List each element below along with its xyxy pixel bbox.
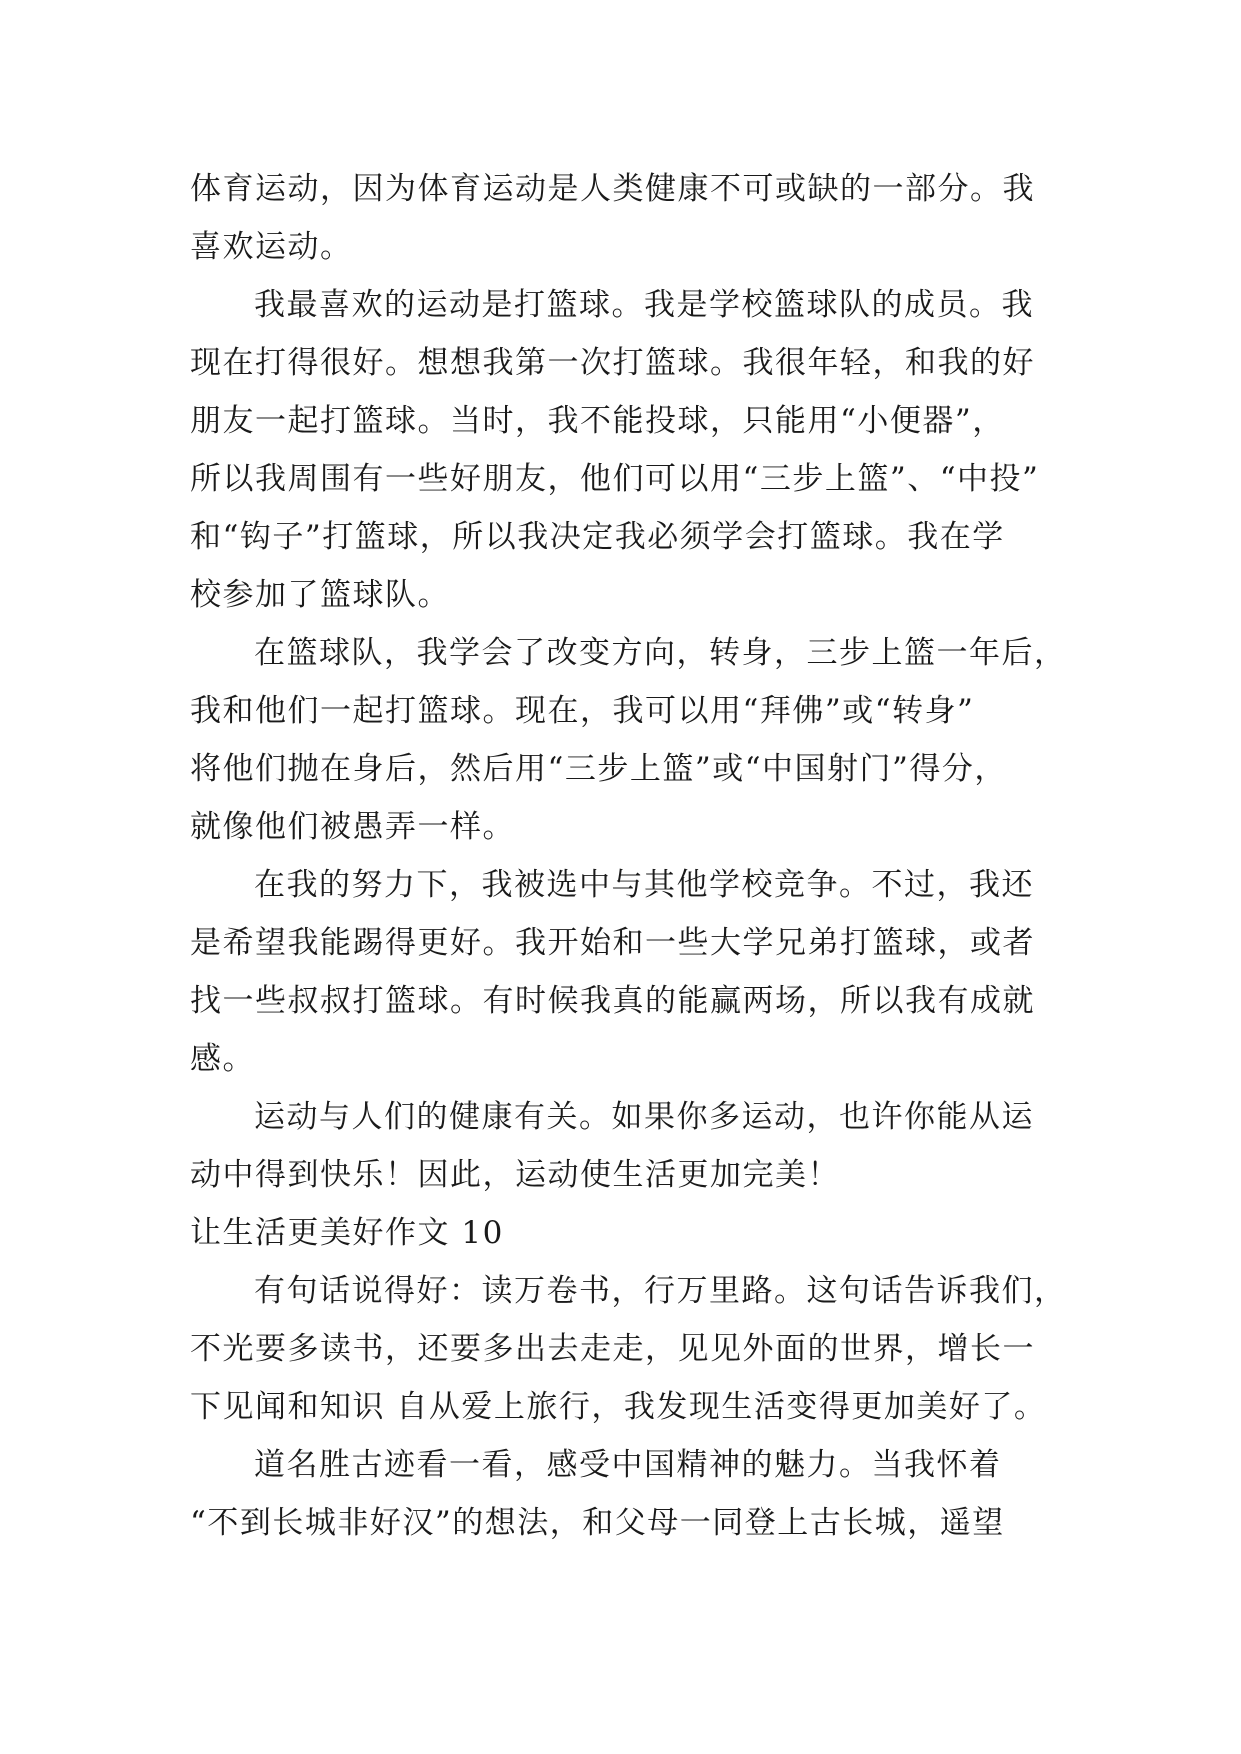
paragraph-line: 道名胜古迹看一看，感受中国精神的魅力。当我怀着 (254, 1447, 1002, 1483)
paragraph-line: 就像他们被愚弄一样。 (190, 809, 515, 845)
paragraph-line: 朋友一起打篮球。当时，我不能投球，只能用“小便器”， (190, 403, 1005, 439)
paragraph-line: “不到长城非好汉”的想法，和父母一同登上古长城，遥望 (190, 1505, 1005, 1541)
paragraph-line: 是希望我能踢得更好。我开始和一些大学兄弟打篮球，或者 (190, 925, 1035, 961)
paragraph-line: 喜欢运动。 (190, 229, 353, 265)
paragraph-line: 将他们抛在身后，然后用“三步上篮”或“中国射门”得分， (190, 751, 1007, 787)
paragraph-line: 动中得到快乐！因此，运动使生活更加完美！ (190, 1157, 840, 1193)
paragraph-line: 运动与人们的健康有关。如果你多运动，也许你能从运 (254, 1099, 1034, 1135)
document-body (190, 160, 1067, 1552)
paragraph-line: 和“钩子”打篮球，所以我决定我必须学会打篮球。我在学 (190, 519, 1005, 555)
paragraph-line: 体育运动，因为体育运动是人类健康不可或缺的一部分。我 (190, 171, 1035, 207)
paragraph-line: 找一些叔叔打篮球。有时候我真的能赢两场，所以我有成就 (190, 983, 1035, 1019)
paragraph-line: 在我的努力下，我被选中与其他学校竞争。不过，我还 (254, 867, 1034, 903)
section-heading: 让生活更美好作文 10 (190, 1215, 504, 1251)
paragraph-line: 现在打得很好。想想我第一次打篮球。我很年轻，和我的好 (190, 345, 1035, 381)
paragraph-line: 有句话说得好：读万卷书，行万里路。这句话告诉我们， (254, 1273, 1067, 1309)
paragraph-line: 所以我周围有一些好朋友，他们可以用“三步上篮”、“中投” (190, 461, 1040, 497)
paragraph-line: 我最喜欢的运动是打篮球。我是学校篮球队的成员。我 (254, 287, 1034, 323)
paragraph-line: 下见闻和知识 自从爱上旅行，我发现生活变得更加美好了。 (190, 1389, 1047, 1425)
paragraph-line: 在篮球队，我学会了改变方向，转身，三步上篮一年后， (254, 635, 1067, 671)
paragraph-line: 感。 (190, 1041, 255, 1077)
paragraph-line: 我和他们一起打篮球。现在，我可以用“拜佛”或“转身” (190, 693, 975, 729)
paragraph-line: 校参加了篮球队。 (190, 577, 450, 613)
paragraph-line: 不光要多读书，还要多出去走走，见见外面的世界，增长一 (190, 1331, 1035, 1367)
